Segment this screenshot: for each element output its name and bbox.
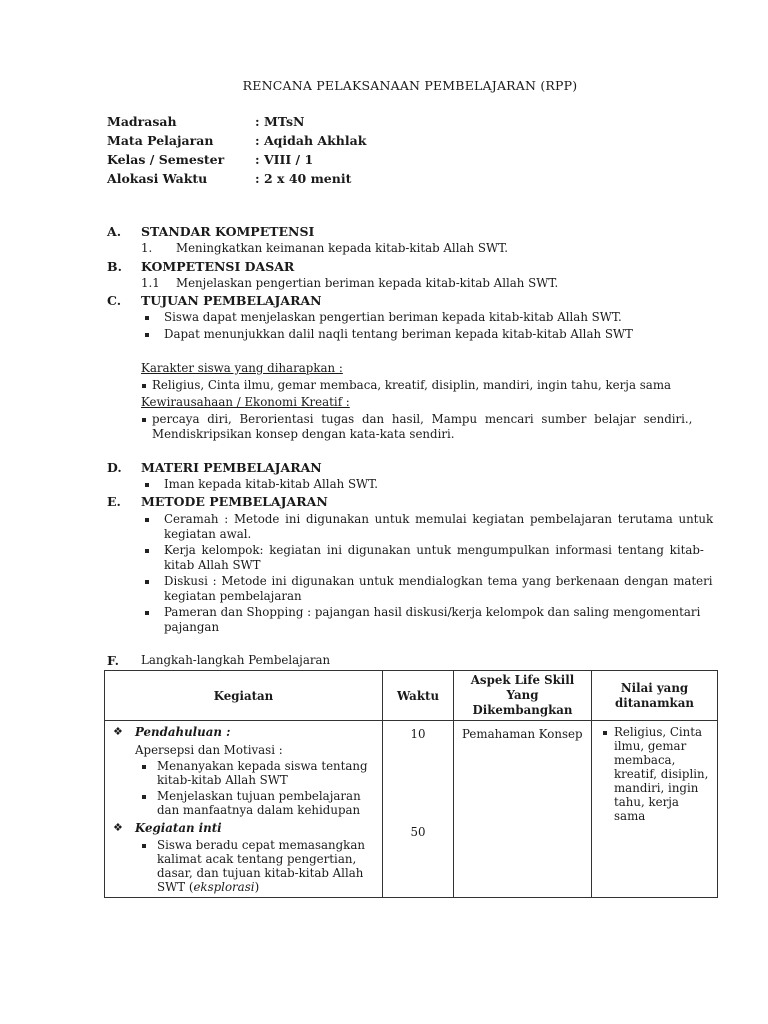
section-a-heading: STANDAR KOMPETENSI — [141, 224, 315, 239]
info-value-madrasah: : MTsN — [255, 114, 305, 129]
method-item-2-line-2: kitab Allah SWT — [164, 558, 261, 572]
inti-item-1-close: ) — [254, 880, 260, 894]
section-d-item: Iman kepada kitab-kitab Allah SWT. — [164, 477, 379, 491]
inti-item-1-line-2: kalimat acak tentang pengertian, — [157, 852, 357, 866]
header-aspek — [454, 671, 592, 721]
header-waktu-label: Waktu — [396, 688, 440, 703]
info-value-kelas: : VIII / 1 — [255, 152, 314, 167]
cell-aspek — [454, 721, 592, 898]
aspek-value: Pemahaman Konsep — [462, 727, 583, 741]
header-aspek-line-3: Dikembangkan — [472, 703, 573, 717]
waktu-inti: 50 — [410, 825, 426, 839]
nilai-line-7: sama — [614, 809, 646, 823]
header-waktu — [383, 671, 454, 721]
section-f-heading: Langkah-langkah Pembelajaran — [141, 653, 331, 667]
cell-waktu — [383, 721, 454, 898]
diamond-bullet-icon: ❖ — [113, 725, 123, 738]
inti-heading: Kegiatan inti — [135, 821, 222, 835]
header-nilai-line-1: Nilai yang — [620, 680, 689, 695]
karakter-value: Religius, Cinta ilmu, gemar membaca, kreatif, disiplin, mandiri, ingin tahu, kerja sama — [152, 378, 672, 392]
kewirausahaan-line-2: Mendiskripsikan konsep dengan kata-kata sendiri. — [152, 427, 455, 441]
section-d-heading: MATERI PEMBELAJARAN — [141, 460, 322, 475]
section-b-letter: B. — [107, 259, 122, 274]
bullet-icon — [142, 844, 146, 848]
header-nilai — [592, 671, 718, 721]
eksplorasi-label: eksplorasi — [193, 880, 255, 894]
method-item-2-line-1: Kerja kelompok: kegiatan ini digunakan untuk mengumpulkan informasi tentang kitab- — [164, 543, 704, 557]
pendahuluan-item-2-line-1: Menjelaskan tujuan pembelajaran — [157, 789, 361, 803]
info-value-alokasi: : 2 x 40 menit — [255, 171, 352, 186]
section-a-letter: A. — [107, 224, 122, 239]
info-label-mapel: Mata Pelajaran — [107, 133, 214, 148]
header-kegiatan-label: Kegiatan — [213, 688, 274, 703]
bullet-icon — [145, 549, 149, 553]
pendahuluan-item-1-line-1: Menanyakan kepada siswa tentang — [157, 759, 368, 773]
bullet-icon — [145, 483, 149, 487]
inti-item-1-line-1: Siswa beradu cepat memasangkan — [157, 838, 365, 852]
section-b-item: Menjelaskan pengertian beriman kepada kitab-kitab Allah SWT. — [176, 276, 559, 290]
info-label-kelas: Kelas / Semester — [107, 152, 225, 167]
page-title: RENCANA PELAKSANAAN PEMBELAJARAN (RPP) — [242, 78, 578, 93]
bullet-icon — [145, 580, 149, 584]
info-label-alokasi: Alokasi Waktu — [107, 171, 208, 186]
cell-nilai — [592, 721, 718, 898]
cell-kegiatan — [105, 721, 383, 898]
header-aspek-line-1: Aspek Life Skill — [470, 673, 575, 687]
info-value-mapel: : Aqidah Akhlak — [255, 133, 367, 148]
bullet-icon — [603, 731, 607, 735]
kewirausahaan-line-1: percaya diri, Berorientasi tugas dan hasil, Mampu mencari sumber belajar sendiri., — [152, 412, 693, 426]
bullet-icon — [142, 765, 146, 769]
inti-item-1-line-3: dasar, dan tujuan kitab-kitab Allah — [157, 866, 364, 880]
section-a-item: Meningkatkan keimanan kepada kitab-kitab Allah SWT. — [176, 241, 508, 255]
section-c-heading: TUJUAN PEMBELAJARAN — [141, 293, 322, 308]
kewirausahaan-label: Kewirausahaan / Ekonomi Kreatif : — [141, 395, 350, 409]
bullet-icon — [145, 316, 149, 320]
section-e-heading: METODE PEMBELAJARAN — [141, 494, 328, 509]
method-item-3-line-2: kegiatan pembelajaran — [164, 589, 302, 603]
pendahuluan-item-2-line-2: dan manfaatnya dalam kehidupan — [157, 803, 361, 817]
karakter-label: Karakter siswa yang diharapkan : — [141, 361, 343, 375]
section-c-item-1: Siswa dapat menjelaskan pengertian beriman kepada kitab-kitab Allah SWT. — [164, 310, 622, 324]
waktu-pendahuluan: 10 — [410, 727, 426, 741]
section-b-num: 1.1 — [141, 276, 160, 290]
header-nilai-line-2: ditanamkan — [615, 695, 694, 710]
nilai-line-3: membaca, — [614, 753, 676, 767]
header-kegiatan — [105, 671, 383, 721]
bullet-icon — [142, 795, 146, 799]
header-aspek-line-2: Yang — [506, 688, 539, 702]
bullet-icon — [145, 333, 149, 337]
method-item-3-line-1: Diskusi : Metode ini digunakan untuk mendialogkan tema yang berkenaan dengan materi — [164, 574, 713, 588]
bullet-icon — [142, 384, 146, 388]
nilai-line-4: kreatif, disiplin, — [614, 767, 709, 781]
section-b-heading: KOMPETENSI DASAR — [141, 259, 295, 274]
nilai-line-2: ilmu, gemar — [614, 739, 687, 753]
apersepsi-label: Apersepsi dan Motivasi : — [135, 743, 283, 757]
info-label-madrasah: Madrasah — [107, 114, 177, 129]
inti-item-1-text: SWT ( — [157, 880, 194, 894]
langkah-table — [104, 670, 718, 898]
method-item-4-line-2: pajangan — [164, 620, 220, 634]
section-c-letter: C. — [107, 293, 122, 308]
method-item-1-line-1: Ceramah : Metode ini digunakan untuk memulai kegiatan pembelajaran terutama untuk — [164, 512, 714, 526]
pendahuluan-item-1-line-2: kitab-kitab Allah SWT — [157, 773, 288, 787]
section-a-num: 1. — [141, 241, 153, 255]
diamond-bullet-icon: ❖ — [113, 821, 123, 834]
method-item-4-line-1: Pameran dan Shopping : pajangan hasil diskusi/kerja kelompok dan saling mengomentari — [164, 605, 701, 619]
nilai-line-5: mandiri, ingin — [614, 781, 699, 795]
section-e-letter: E. — [107, 494, 121, 509]
table-header-row — [105, 671, 718, 721]
method-item-1-line-2: kegiatan awal. — [164, 527, 252, 541]
pendahuluan-heading: Pendahuluan : — [135, 725, 231, 739]
section-c-item-2: Dapat menunjukkan dalil naqli tentang beriman kepada kitab-kitab Allah SWT — [164, 327, 633, 341]
bullet-icon — [145, 518, 149, 522]
inti-item-1-line-4 — [157, 880, 259, 894]
nilai-line-6: tahu, kerja — [614, 795, 679, 809]
section-d-letter: D. — [107, 460, 122, 475]
bullet-icon — [142, 418, 146, 422]
table-row — [105, 721, 718, 898]
bullet-icon — [145, 611, 149, 615]
nilai-line-1: Religius, Cinta — [614, 725, 703, 739]
section-f-letter: F. — [107, 653, 119, 668]
